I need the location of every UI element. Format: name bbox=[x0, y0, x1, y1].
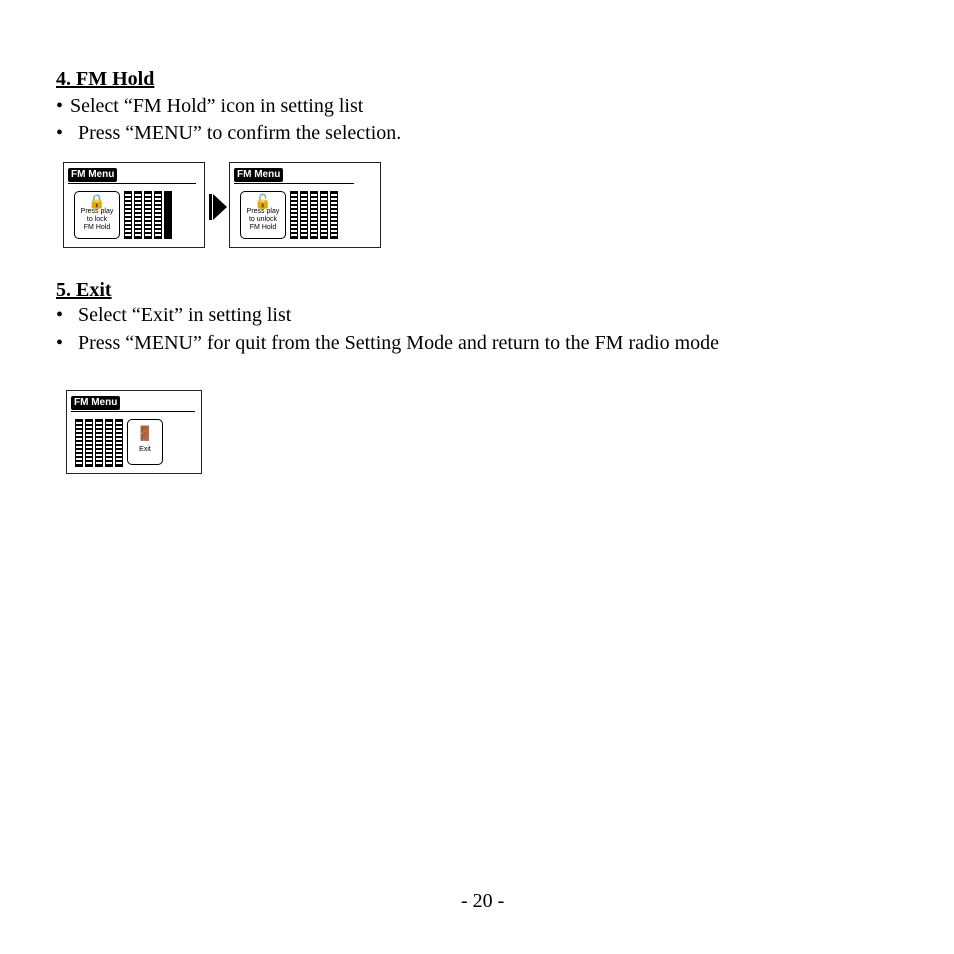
setting-list-item bbox=[95, 419, 103, 467]
setting-list-item bbox=[85, 419, 93, 467]
menu-title: FM Menu bbox=[234, 168, 283, 182]
fm-menu-screen-locked bbox=[63, 162, 205, 248]
setting-list-item bbox=[75, 419, 83, 467]
fm-hold-option bbox=[74, 191, 120, 239]
bullet-text: Select “Exit” in setting list bbox=[78, 304, 292, 326]
bullet-dot: • bbox=[56, 95, 64, 117]
icon-caption: FM Hold bbox=[83, 224, 111, 231]
setting-list-item bbox=[154, 191, 162, 239]
door-icon: 🚪 bbox=[136, 425, 154, 441]
icon-caption: to lock bbox=[86, 216, 108, 223]
section-heading-exit: 5. Exit bbox=[56, 279, 112, 301]
bullet-dot: • bbox=[56, 122, 64, 144]
setting-list-item bbox=[310, 191, 318, 239]
icon-caption: to unlock bbox=[248, 216, 278, 223]
play-arrow-icon bbox=[213, 194, 227, 220]
setting-list-item bbox=[300, 191, 308, 239]
setting-list-item bbox=[144, 191, 152, 239]
exit-option bbox=[127, 419, 163, 465]
icon-caption: Press play bbox=[80, 208, 114, 215]
title-divider bbox=[68, 183, 196, 184]
bullet-item bbox=[56, 121, 401, 145]
setting-list-item bbox=[115, 419, 123, 467]
unlock-icon: 🔓 bbox=[254, 193, 272, 209]
bullet-text: Select “FM Hold” icon in setting list bbox=[70, 95, 364, 117]
setting-list-item bbox=[164, 191, 172, 239]
icon-caption: Exit bbox=[139, 446, 151, 453]
bullet-dot: • bbox=[56, 332, 64, 354]
bullet-item bbox=[56, 94, 363, 118]
bullet-text: Press “MENU” for quit from the Setting Mode and return to the FM radio mode bbox=[78, 332, 719, 354]
page-number: - 20 - bbox=[461, 890, 505, 912]
setting-list-item bbox=[330, 191, 338, 239]
setting-list-item bbox=[105, 419, 113, 467]
fm-menu-screen-unlocked bbox=[229, 162, 381, 248]
title-divider bbox=[71, 411, 195, 412]
setting-list-item bbox=[290, 191, 298, 239]
menu-title: FM Menu bbox=[68, 168, 117, 182]
setting-list-item bbox=[134, 191, 142, 239]
bullet-text: Press “MENU” to confirm the selection. bbox=[78, 122, 402, 144]
bullet-dot: • bbox=[56, 304, 64, 326]
play-arrow-icon-bar bbox=[209, 194, 212, 220]
fm-hold-option bbox=[240, 191, 286, 239]
lock-icon: 🔒 bbox=[88, 193, 106, 209]
menu-title: FM Menu bbox=[71, 396, 120, 410]
bullet-item bbox=[56, 303, 291, 327]
icon-caption: Press play bbox=[246, 208, 280, 215]
title-divider bbox=[234, 183, 354, 184]
section-heading-fm-hold: 4. FM Hold bbox=[56, 68, 155, 90]
setting-list-item bbox=[320, 191, 328, 239]
bullet-item bbox=[56, 331, 719, 355]
icon-caption: FM Hold bbox=[249, 224, 277, 231]
setting-list-item bbox=[124, 191, 132, 239]
fm-menu-screen-exit bbox=[66, 390, 202, 474]
